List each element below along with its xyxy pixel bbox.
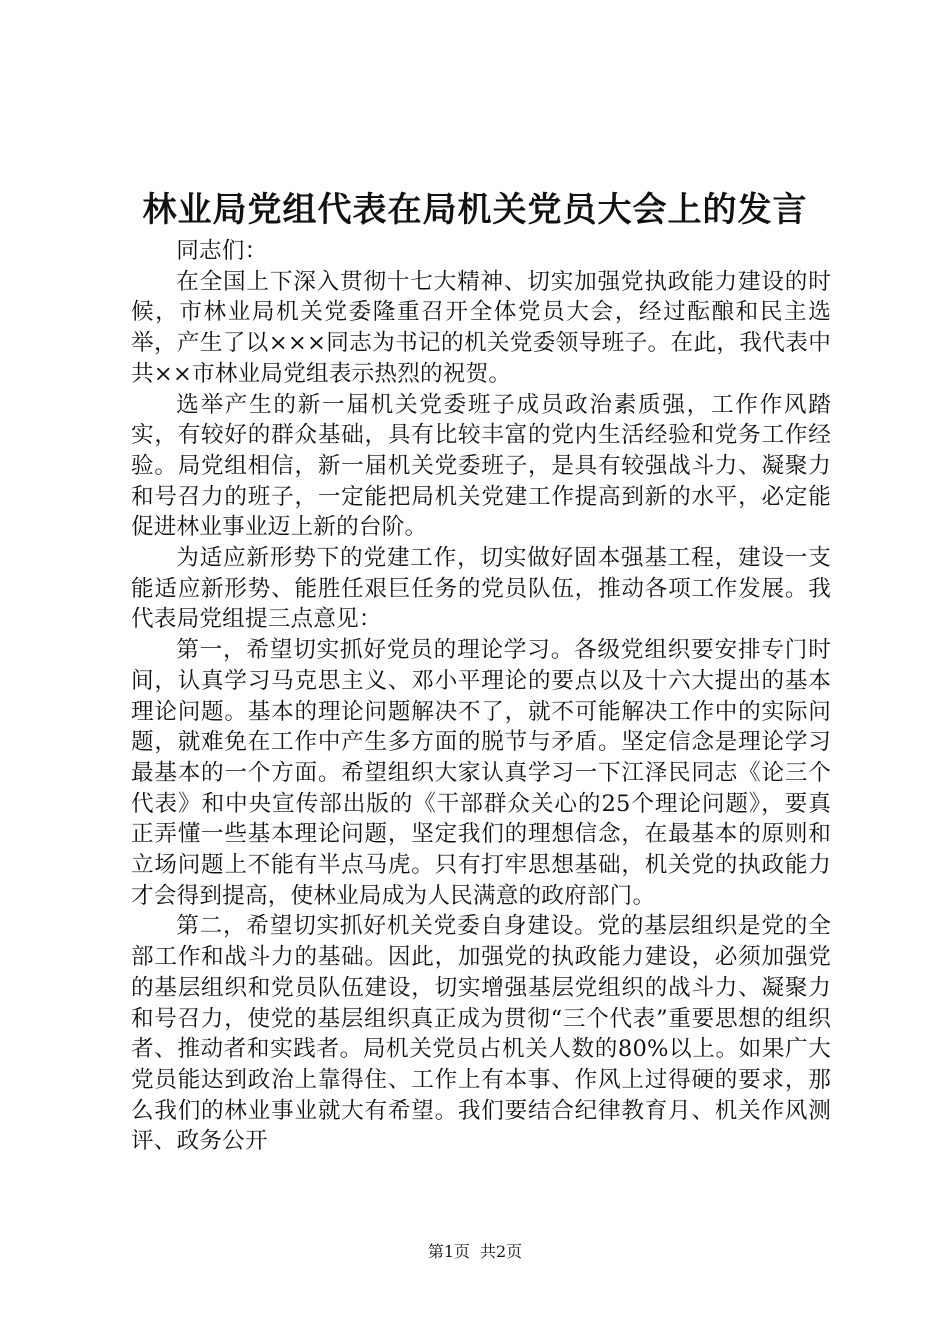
page-footer <box>0 1241 950 1263</box>
body-paragraph: 为适应新形势下的党建工作，切实做好固本强基工程，建设一支能适应新形势、能胜任艰巨任务的党员队伍，推动各项工作发展。我代表局党组提三点意见： <box>131 545 831 633</box>
body-paragraph: 选举产生的新一届机关党委班子成员政治素质强，工作作风踏实，有较好的群众基础，具有比较丰富的党内生活经验和党务工作经验。局党组相信，新一届机关党委班子，是具有较强战斗力、凝聚力和号召力的班子，一定能把局机关党建工作提高到新的水平，必定能促进林业事业迈上新的台阶。 <box>131 391 831 541</box>
document-body <box>131 236 831 1157</box>
body-paragraph: 在全国上下深入贯彻十七大精神、切实加强党执政能力建设的时候，市林业局机关党委隆重召开全体党员大会，经过酝酿和民主选举，产生了以×××同志为书记的机关党委领导班子。在此，我代表中共××市林业局党组表示热烈的祝贺。 <box>131 268 831 387</box>
page-total: 共2页 <box>480 1242 523 1261</box>
page-number: 第1页 <box>427 1242 470 1261</box>
salutation: 同志们： <box>176 238 268 264</box>
body-paragraph: 第一，希望切实抓好党员的理论学习。各级党组织要安排专门时间，认真学习马克思主义、邓小平理论的要点以及十六大提出的基本理论问题。基本的理论问题解决不了，就不可能解决工作中的实际问题，就难免在工作中产生多方面的脱节与矛盾。坚定信念是理论学习最基本的一个方面。希望组织大家认真学习一下江泽民同志《论三个代表》和中央宣传部出版的《干部群众关心的25个理论问题》，要真正弄懂一些基本理论问题，坚定我们的理想信念，在最基本的原则和立场问题上不能有半点马虎。只有打牢思想基础，机关党的执政能力才会得到提高，使林业局成为人民满意的政府部门。 <box>131 637 831 909</box>
body-paragraph: 第二，希望切实抓好机关党委自身建设。党的基层组织是党的全部工作和战斗力的基础。因此，加强党的执政能力建设，必须加强党的基层组织和党员队伍建设，切实增强基层党组织的战斗力、凝聚力和号召力，使党的基层组织真正成为贯彻“三个代表”重要思想的组织者、推动者和实践者。局机关党员占机关人数的80%以上。如果广大党员能达到政治上靠得住、工作上有本事、作风上过得硬的要求，那么我们的林业事业就大有希望。我们要结合纪律教育月、机关作风测评、政务公开 <box>131 913 831 1155</box>
document-title: 林业局党组代表在局机关党员大会上的发言 <box>142 190 808 230</box>
